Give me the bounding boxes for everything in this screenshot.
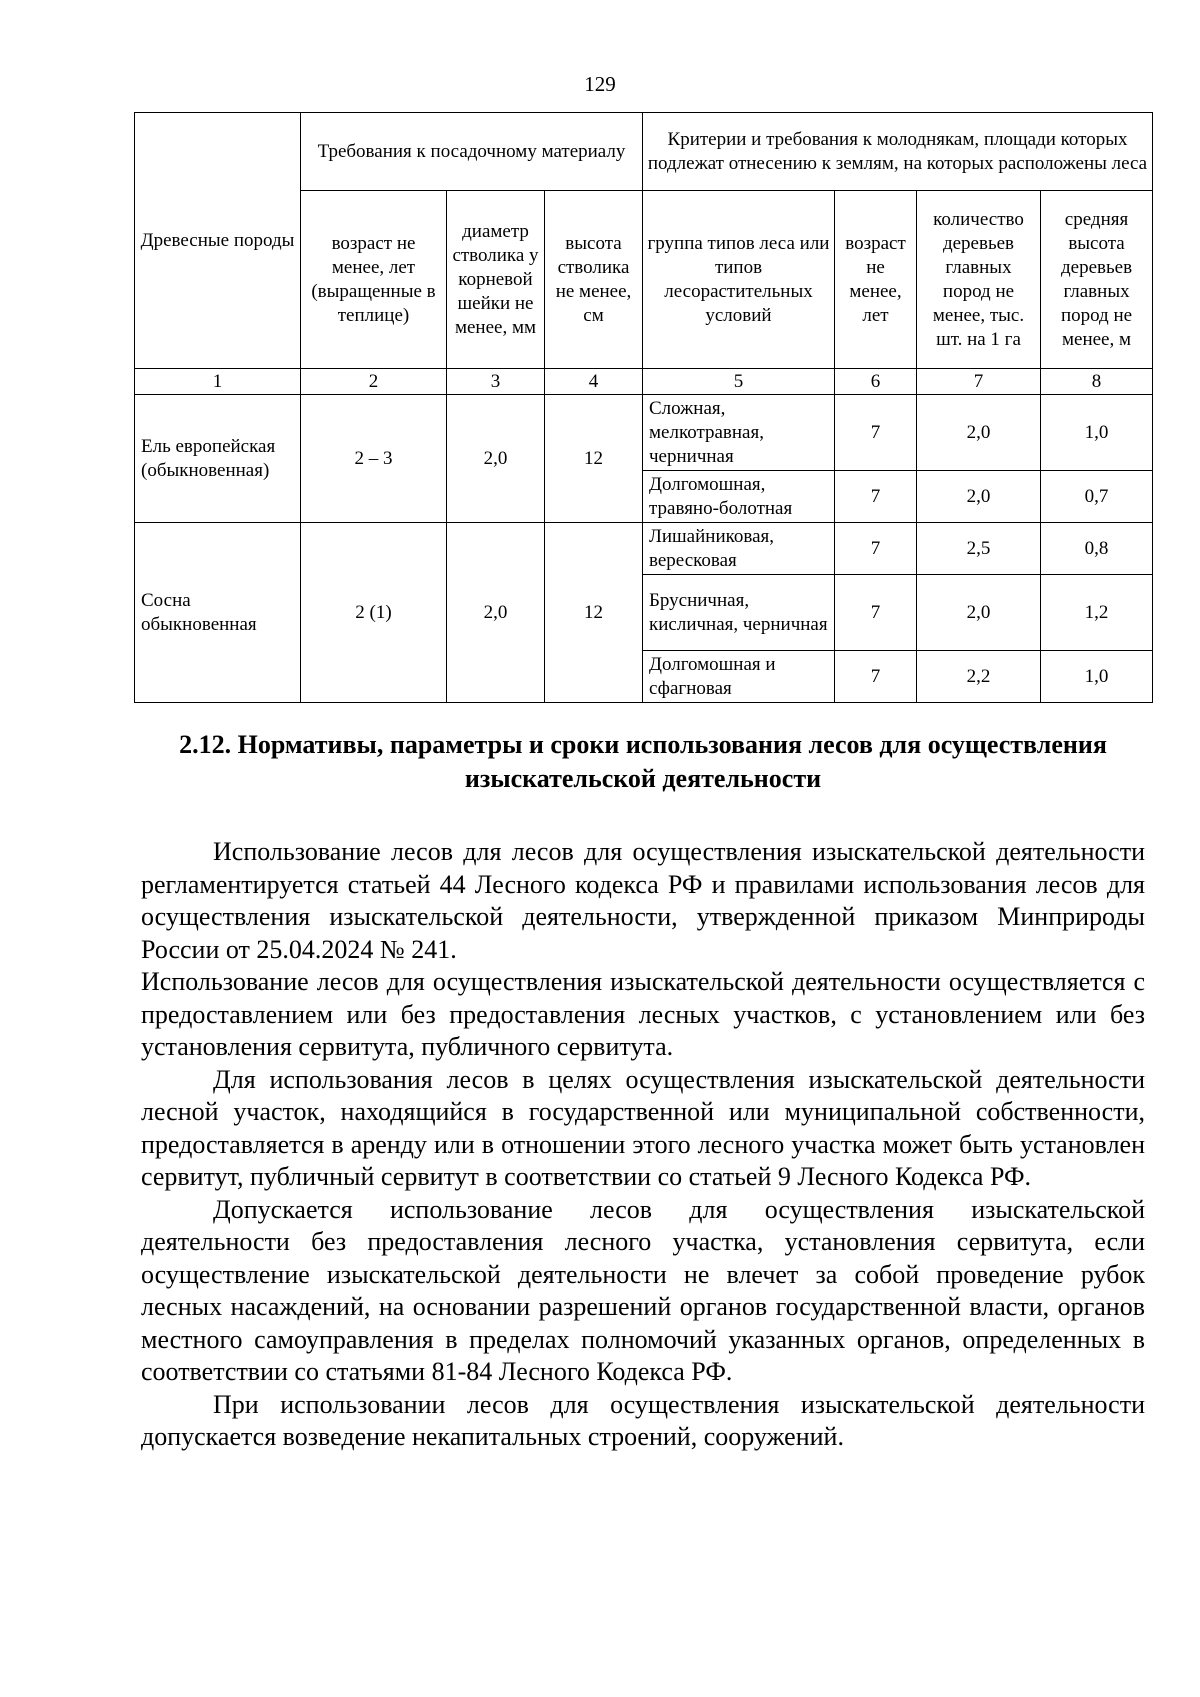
stem-diameter-cell: 2,0 [447, 523, 545, 703]
header-stem-diameter: диаметр стволика у корневой шейки не менее, мм [447, 191, 545, 369]
seedling-age-cell: 2 – 3 [301, 395, 447, 523]
tree-count-cell: 2,0 [917, 395, 1041, 471]
species-cell: Сосна обыкновенная [135, 523, 301, 703]
young-age-cell: 7 [835, 523, 917, 575]
stem-height-cell: 12 [545, 395, 643, 523]
paragraph: При использовании лесов для осуществления изыскательской деятельности допускается возведение некапитальных строений, сооружений. [141, 1389, 1145, 1451]
column-number: 7 [917, 369, 1041, 395]
average-height-cell: 1,0 [1041, 395, 1153, 471]
seedling-age-cell: 2 (1) [301, 523, 447, 703]
stem-diameter-cell: 2,0 [447, 395, 545, 523]
young-age-cell: 7 [835, 651, 917, 703]
forest-type-cell: Долгомошная, травяно-болотная [643, 471, 835, 523]
forest-type-cell: Долгомошная и сфагновая [643, 651, 835, 703]
header-forest-type-group: группа типов леса или типов лесорастительных условий [643, 191, 835, 369]
average-height-cell: 0,7 [1041, 471, 1153, 523]
header-species: Древесные породы [135, 113, 301, 369]
header-young-age: возраст не менее, лет [835, 191, 917, 369]
column-number: 5 [643, 369, 835, 395]
stem-height-cell: 12 [545, 523, 643, 703]
average-height-cell: 0,8 [1041, 523, 1153, 575]
paragraph: Для использования лесов в целях осуществления изыскательской деятельности лесной участок, находящийся в государственной или муниципальной собственности, предоставляется в аренду или в отношении этого лесного участка может быть установлен сервитут, публичный сервитут в соответствии со статьей 9 Лесного Кодекса РФ. [141, 1064, 1145, 1191]
forest-type-cell: Лишайниковая, вересковая [643, 523, 835, 575]
column-number: 6 [835, 369, 917, 395]
table-row [135, 523, 1153, 575]
header-stem-height: высота стволика не менее, см [545, 191, 643, 369]
species-cell: Ель европейская (обыкновенная) [135, 395, 301, 523]
tree-count-cell: 2,2 [917, 651, 1041, 703]
header-average-height: средняя высота деревьев главных пород не менее, м [1041, 191, 1153, 369]
tree-count-cell: 2,5 [917, 523, 1041, 575]
young-age-cell: 7 [835, 395, 917, 471]
tree-count-cell: 2,0 [917, 471, 1041, 523]
column-numbers-row [135, 369, 1153, 395]
page-number: 129 [584, 72, 616, 96]
paragraph: Использование лесов для осуществления изыскательской деятельности осуществляется с предоставлением или без предоставления лесных участков, с установлением или без установления сервитута, публичного сервитута. [141, 967, 1145, 1061]
header-planting-material: Требования к посадочному материалу [301, 113, 643, 191]
body-text [141, 836, 1145, 1454]
young-age-cell: 7 [835, 471, 917, 523]
column-number: 3 [447, 369, 545, 395]
column-number: 1 [135, 369, 301, 395]
column-number: 4 [545, 369, 643, 395]
table-row [135, 395, 1153, 471]
column-number: 8 [1041, 369, 1153, 395]
paragraph: Допускается использование лесов для осуществления изыскательской деятельности без предоставления лесного участка, установления сервитута, если осуществление изыскательской деятельности не влечет за собой проведение рубок лесных насаждений, на основании разрешений органов государственной власти, органов местного самоуправления в пределах полномочий указанных органов, определенных в соответствии со статьями 81-84 Лесного Кодекса РФ. [141, 1194, 1145, 1386]
header-tree-count: количество деревьев главных пород не менее, тыс. шт. на 1 га [917, 191, 1041, 369]
section-heading: 2.12. Нормативы, параметры и сроки использования лесов для осуществления изыскательской деятельности [179, 730, 1107, 793]
header-young-forest-criteria: Критерии и требования к молоднякам, площади которых подлежат отнесению к землям, на которых расположены леса [643, 113, 1153, 191]
average-height-cell: 1,0 [1041, 651, 1153, 703]
tree-count-cell: 2,0 [917, 575, 1041, 651]
header-seedling-age: возраст не менее, лет (выращенные в теплице) [301, 191, 447, 369]
forest-type-cell: Сложная, мелкотравная, черничная [643, 395, 835, 471]
average-height-cell: 1,2 [1041, 575, 1153, 651]
young-age-cell: 7 [835, 575, 917, 651]
forest-norms-table [134, 112, 1153, 703]
column-number: 2 [301, 369, 447, 395]
forest-type-cell: Брусничная, кисличная, черничная [643, 575, 835, 651]
paragraph: Использование лесов для лесов для осуществления изыскательской деятельности регламентируется статьей 44 Лесного кодекса РФ и правилами использования лесов для осуществления изыскательской деятельности, утвержденной приказом Минприроды России от 25.04.2024 № 241. [141, 837, 1145, 964]
